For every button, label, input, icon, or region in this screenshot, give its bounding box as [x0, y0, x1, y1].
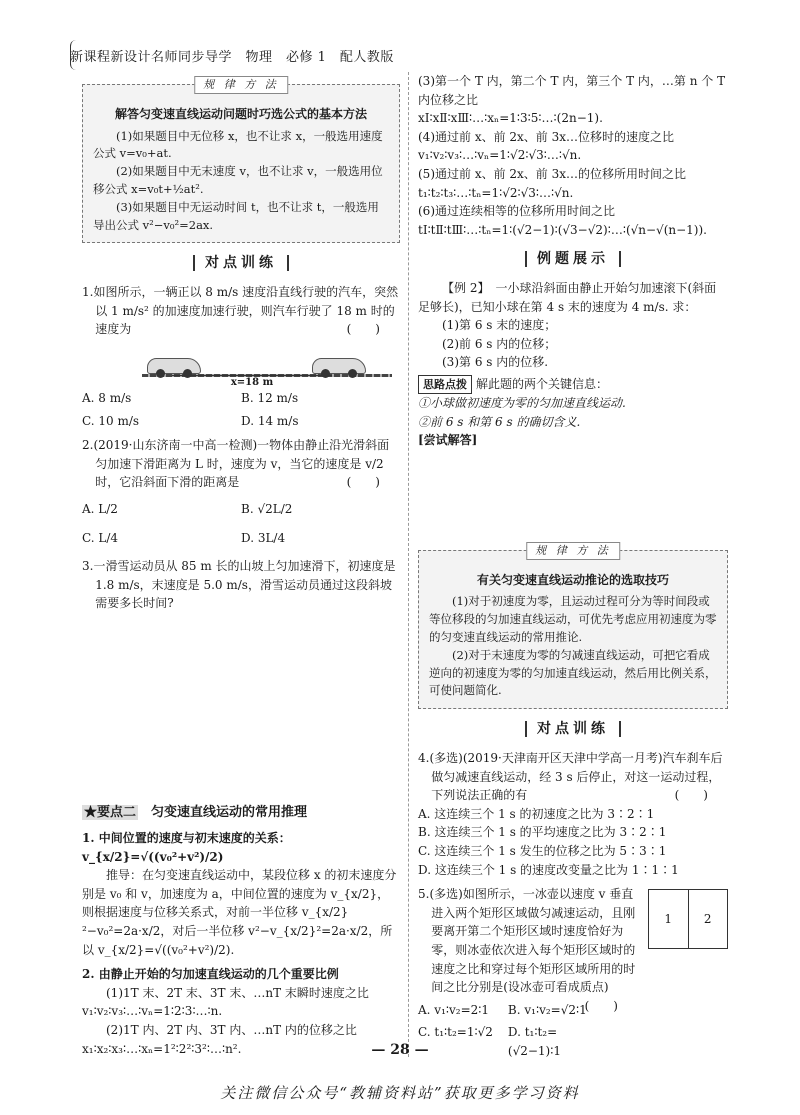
ratio-item: (3)第一个 T 内，第二个 T 内，第三个 T 内，…第 n 个 T 内位移之比: [418, 74, 726, 107]
method-box-title: 有关匀变速直线运动推论的选取技巧: [476, 572, 669, 587]
page-number: — 28 —: [371, 1042, 429, 1058]
ratio-item: (2)1T 内、2T 内、3T 内、…nT 内的位移之比: [106, 1022, 357, 1037]
option-d[interactable]: D. t₁∶t₂=(√2−1)∶1: [507, 1025, 561, 1058]
method-box-title: 解答匀变速直线运动问题时巧选公式的基本方法: [114, 107, 367, 121]
options: [82, 389, 400, 430]
section-heading: 对点训练: [418, 719, 728, 741]
ratio-formula: x₁∶x₂∶x₃∶…∶xₙ=1²∶2²∶3²∶…∶n².: [82, 1041, 242, 1056]
answer-space: [82, 619, 400, 789]
page-header: 新课程新设计名师同步导学 物理 必修 1 配人教版: [70, 50, 394, 65]
point-1-derivation: 推导：在匀变速直线运动中，某段位移 x 的初末速度分别是 v₀ 和 v，加速度为 a，中间位置的速度为 v_{x/2}，则根据速度与位移关系式，对前一半位移 v_{x/2}²−v₀²=2a·x/2，对后一半位移 v²−v_{x/2}²=2a·x/2，所以 v_{x/2}=√((v₀²+v²)/2).: [82, 868, 397, 957]
example-part: (3)第 6 s 内的位移.: [442, 355, 549, 370]
region-2-label: 2: [703, 911, 712, 926]
ratio-item: (6)通过连续相等的位移所用时间之比: [418, 204, 615, 219]
ratio-formula: v₁∶v₂∶v₃∶…∶vₙ=1∶√2∶√3∶…∶√n.: [418, 148, 582, 163]
option-c[interactable]: C. 10 m/s: [82, 413, 140, 428]
options: [82, 500, 400, 547]
car-figure: [142, 345, 392, 388]
ratio-formula: t₁∶t₂∶t₃∶…∶tₙ=1∶√2∶√3∶…∶√n.: [418, 185, 574, 200]
answer-paren: ( ): [346, 322, 380, 337]
option-d[interactable]: D. 3L/4: [241, 530, 286, 545]
method-item: (2)对于末速度为零的匀减速直线运动，可把它看成逆向的初速度为零的匀加速直线运动，然后用比例关系，可使问题简化.: [429, 647, 717, 698]
rectangles-figure: [648, 889, 728, 949]
options: [418, 805, 728, 879]
car-icon: [147, 358, 201, 374]
option-d[interactable]: D. 这连续三个 1 s 的速度改变量之比为 1∶1∶1: [418, 862, 679, 877]
ratio-formula: v₁∶v₂∶v₃∶…∶vₙ=1∶2∶3∶…∶n.: [82, 1004, 223, 1019]
point-1-title: 1. 中间位置的速度与初末速度的关系：v_{x/2}=√((v₀²+v²)/2): [82, 831, 291, 864]
method-item: (1)对于初速度为零，且运动过程可分为等时间段或等位移段的匀加速直线运动，可优先考虑应用初速度为零的匀变速直线运动的常用推论.: [429, 594, 717, 645]
answer-paren: ( ): [584, 998, 618, 1013]
hint: 思路点拨 解此题的两个关键信息：: [418, 375, 728, 394]
method-box-tag: 规 律 方 法: [194, 76, 288, 94]
ratio-item: (5)通过前 x、前 2x、前 3x…的位移所用时间之比: [418, 166, 687, 181]
method-item: (3)如果题目中无运动时间 t，也不让求 t，一般选用导出公式 v²−v₀²=2ax.: [93, 199, 379, 232]
question-5: 1 2 5.(多选)如图所示，一冰壶以速度 v 垂直进入两个矩形区域做匀减速运动，且刚要离开第二个矩形区域时速度恰好为零，则冰壶依次进入每个矩形区域时的速度之比和穿过每个矩形区域所用的时间之比分别是(设冰壶可看成质点) ( ) A. v₁∶v₂=2∶1 B. v₁∶v₂=√2∶1 C. t₁∶t₂=1∶√2 D. t₁∶t₂=(√2−1)∶1: [418, 885, 728, 1060]
answer-paren: ( ): [674, 788, 708, 803]
option-d[interactable]: D. 14 m/s: [241, 413, 299, 428]
column-divider: [408, 72, 409, 1057]
option-b[interactable]: B. 12 m/s: [241, 390, 299, 405]
method-box-2: [418, 543, 728, 709]
question-1: 1.如图所示，一辆正以 8 m/s 速度沿直线行驶的汽车，突然以 1 m/s² 的加速度加速行驶，则汽车行驶了 18 m 时的速度为 ( ) x=18 m A. 8 m/s B. 12 m/s C. 10 m/s D. 14 m/s: [82, 283, 400, 430]
option-a[interactable]: A. 这连续三个 1 s 的初速度之比为 3∶2∶1: [418, 806, 655, 821]
option-b[interactable]: B. 这连续三个 1 s 的平均速度之比为 3∶2∶1: [418, 825, 667, 840]
option-a[interactable]: A. v₁∶v₂=2∶1: [418, 1002, 490, 1017]
example-part: (2)前 6 s 内的位移；: [442, 336, 557, 351]
option-c[interactable]: C. L/4: [82, 530, 119, 545]
question-4: 4.(多选)(2019·天津南开区天津中学高一月考)汽车刹车后做匀减速直线运动，经 3 s 后停止，对这一运动过程，下列说法正确的有 ( ) A. 这连续三个 1 s 的初速度之比为 3∶2∶1 B. 这连续三个 1 s 的平均速度之比为 3∶2∶1 C. 这连续三个 1 s 发生的位移之比为 5∶3∶1 D. 这连续三个 1 s 的速度改变量之比为 1∶1∶1: [418, 749, 728, 879]
answer-paren: ( ): [346, 475, 380, 490]
car-icon: [312, 358, 366, 374]
method-box-tag: 规 律 方 法: [526, 542, 620, 560]
point-2-title: 2. 由静止开始的匀加速直线运动的几个重要比例: [82, 967, 339, 982]
distance-label: x=18 m: [172, 375, 332, 389]
right-column: [418, 72, 728, 1057]
answer-space: [418, 450, 728, 550]
footer-note: 关注微信公众号“教辅资料站”获取更多学习资料: [220, 1084, 580, 1102]
ratio-formula: xⅠ∶xⅡ∶xⅢ∶…∶xₙ=1∶3∶5∶…∶(2n−1).: [418, 111, 603, 126]
section-heading: 对点训练: [82, 253, 400, 275]
option-b[interactable]: B. v₁∶v₂=√2∶1: [507, 1002, 587, 1017]
question-2: 2.(2019·山东济南一中高一检测)一物体由静止沿光滑斜面匀加速下滑距离为 L 时，速度为 v，当它的速度是 v/2 时，它沿斜面下滑的距离是 ( ) A. L/2 B. √2L/2 C. L/4 D. 3L/4: [82, 436, 400, 547]
method-box-1: [82, 78, 400, 243]
method-item: (2)如果题目中无末速度 v，也不让求 v，一般选用位移公式 x=v₀t+½at².: [93, 164, 383, 197]
question-3: 3.一滑雪运动员从 85 m 长的山坡上匀加速滑下，初速度是 1.8 m/s，末速度是 5.0 m/s，滑雪运动员通过这段斜坡需要多长时间?: [82, 559, 396, 611]
option-c[interactable]: C. t₁∶t₂=1∶√2: [418, 1025, 493, 1040]
option-a[interactable]: A. 8 m/s: [82, 390, 132, 405]
key-point-heading: ★要点二 匀变速直线运动的常用推理: [84, 804, 308, 820]
hint-tag: 思路点拨: [418, 375, 472, 394]
ratio-item: (4)通过前 x、前 2x、前 3x…位移时的速度之比: [418, 129, 675, 144]
option-c[interactable]: C. 这连续三个 1 s 发生的位移之比为 5∶3∶1: [418, 843, 667, 858]
ratio-item: (1)1T 末、2T 末、3T 末、…nT 末瞬时速度之比: [106, 985, 369, 1000]
ratio-formula: tⅠ∶tⅡ∶tⅢ∶…∶tₙ=1∶(√2−1)∶(√3−√2)∶…∶(√n−√(n−1)).: [418, 222, 707, 237]
method-item: (1)如果题目中无位移 x，也不让求 x，一般选用速度公式 v=v₀+at.: [93, 128, 383, 161]
hint-item: ②前 6 s 和第 6 s 的确切含义.: [418, 414, 581, 429]
option-a[interactable]: A. L/2: [82, 501, 118, 516]
region-1-label: 1: [649, 890, 689, 948]
section-heading: 例题展示: [418, 249, 728, 271]
example-2: 【例 2】 一小球沿斜面由静止开始匀加速滚下(斜面足够长)，已知小球在第 4 s 末的速度为 4 m/s. 求：: [418, 281, 717, 314]
left-column: [82, 72, 400, 1057]
try-answer: [尝试解答]: [418, 433, 478, 448]
option-b[interactable]: B. √2L/2: [241, 501, 293, 516]
example-part: (1)第 6 s 末的速度；: [442, 318, 557, 333]
hint-item: ①小球做初速度为零的匀加速直线运动.: [418, 396, 626, 411]
